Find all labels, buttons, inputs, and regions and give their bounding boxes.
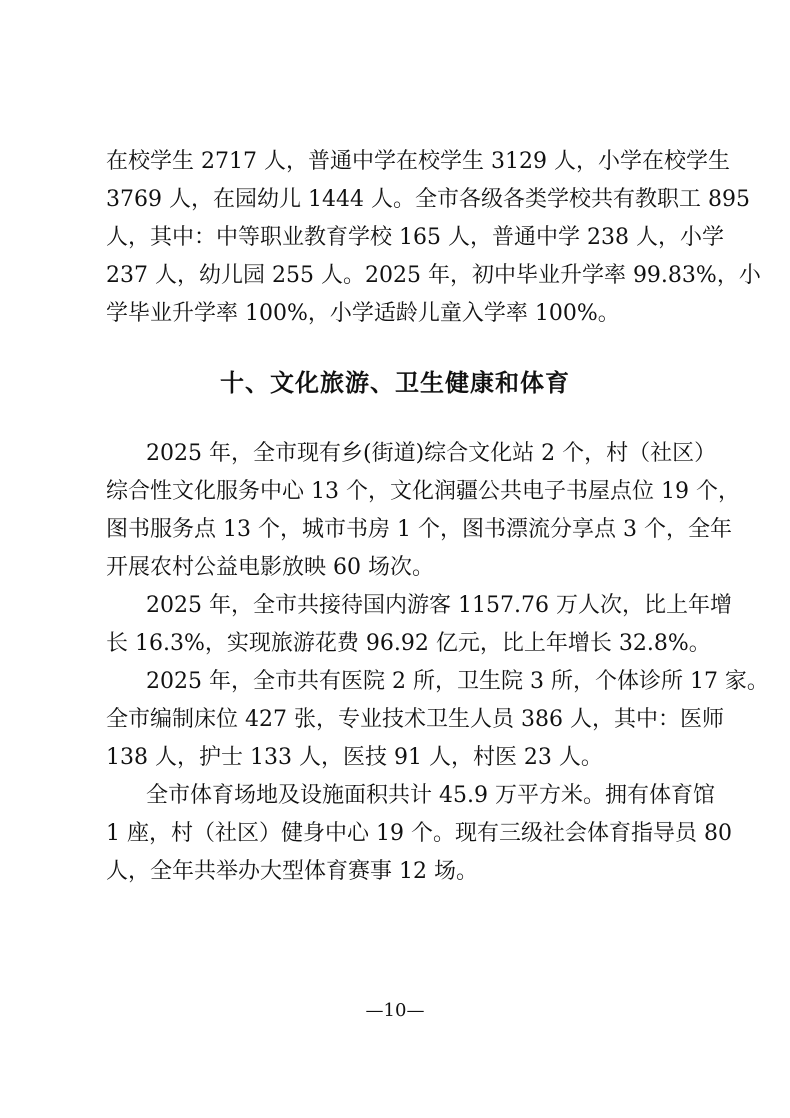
section-heading: 十、文化旅游、卫生健康和体育 [220, 369, 570, 397]
text-line: 2025 年，全市共有医院 2 所，卫生院 3 所，个体诊所 17 家。 [146, 669, 769, 694]
text-line: 3769 人，在园幼儿 1444 人。全市各级各类学校共有教职工 895 [106, 187, 750, 212]
text-line: 图书服务点 13 个，城市书房 1 个，图书漂流分享点 3 个，全年 [106, 517, 732, 542]
text-line: 2025 年，全市共接待国内游客 1157.76 万人次，比上年增 [146, 593, 732, 618]
text-line: 138 人，护士 133 人，医技 91 人，村医 23 人。 [106, 745, 603, 770]
text-line: 237 人，幼儿园 255 人。2025 年，初中毕业升学率 99.83%，小 [106, 263, 761, 288]
text-line: 长 16.3%，实现旅游花费 96.92 亿元，比上年增长 32.8%。 [106, 631, 711, 656]
text-line: 学毕业升学率 100%，小学适龄儿童入学率 100%。 [106, 301, 620, 326]
text-line: 开展农村公益电影放映 60 场次。 [106, 555, 434, 580]
text-line: 在校学生 2717 人，普通中学在校学生 3129 人，小学在校学生 [106, 149, 730, 174]
text-line: 全市体育场地及设施面积共计 45.9 万平方米。拥有体育馆 [146, 783, 715, 808]
text-line: 1 座，村（社区）健身中心 19 个。现有三级社会体育指导员 80 [106, 821, 732, 846]
text-line: 人，其中：中等职业教育学校 165 人，普通中学 238 人，小学 [106, 225, 724, 250]
text-line: 全市编制床位 427 张，专业技术卫生人员 386 人，其中：医师 [106, 707, 724, 732]
text-line: 综合性文化服务中心 13 个，文化润疆公共电子书屋点位 19 个， [106, 479, 740, 504]
text-line: 人，全年共举办大型体育赛事 12 场。 [106, 859, 478, 884]
page-number: —10— [365, 1000, 425, 1021]
text-line: 2025 年，全市现有乡(街道)综合文化站 2 个，村（社区） [146, 441, 717, 466]
